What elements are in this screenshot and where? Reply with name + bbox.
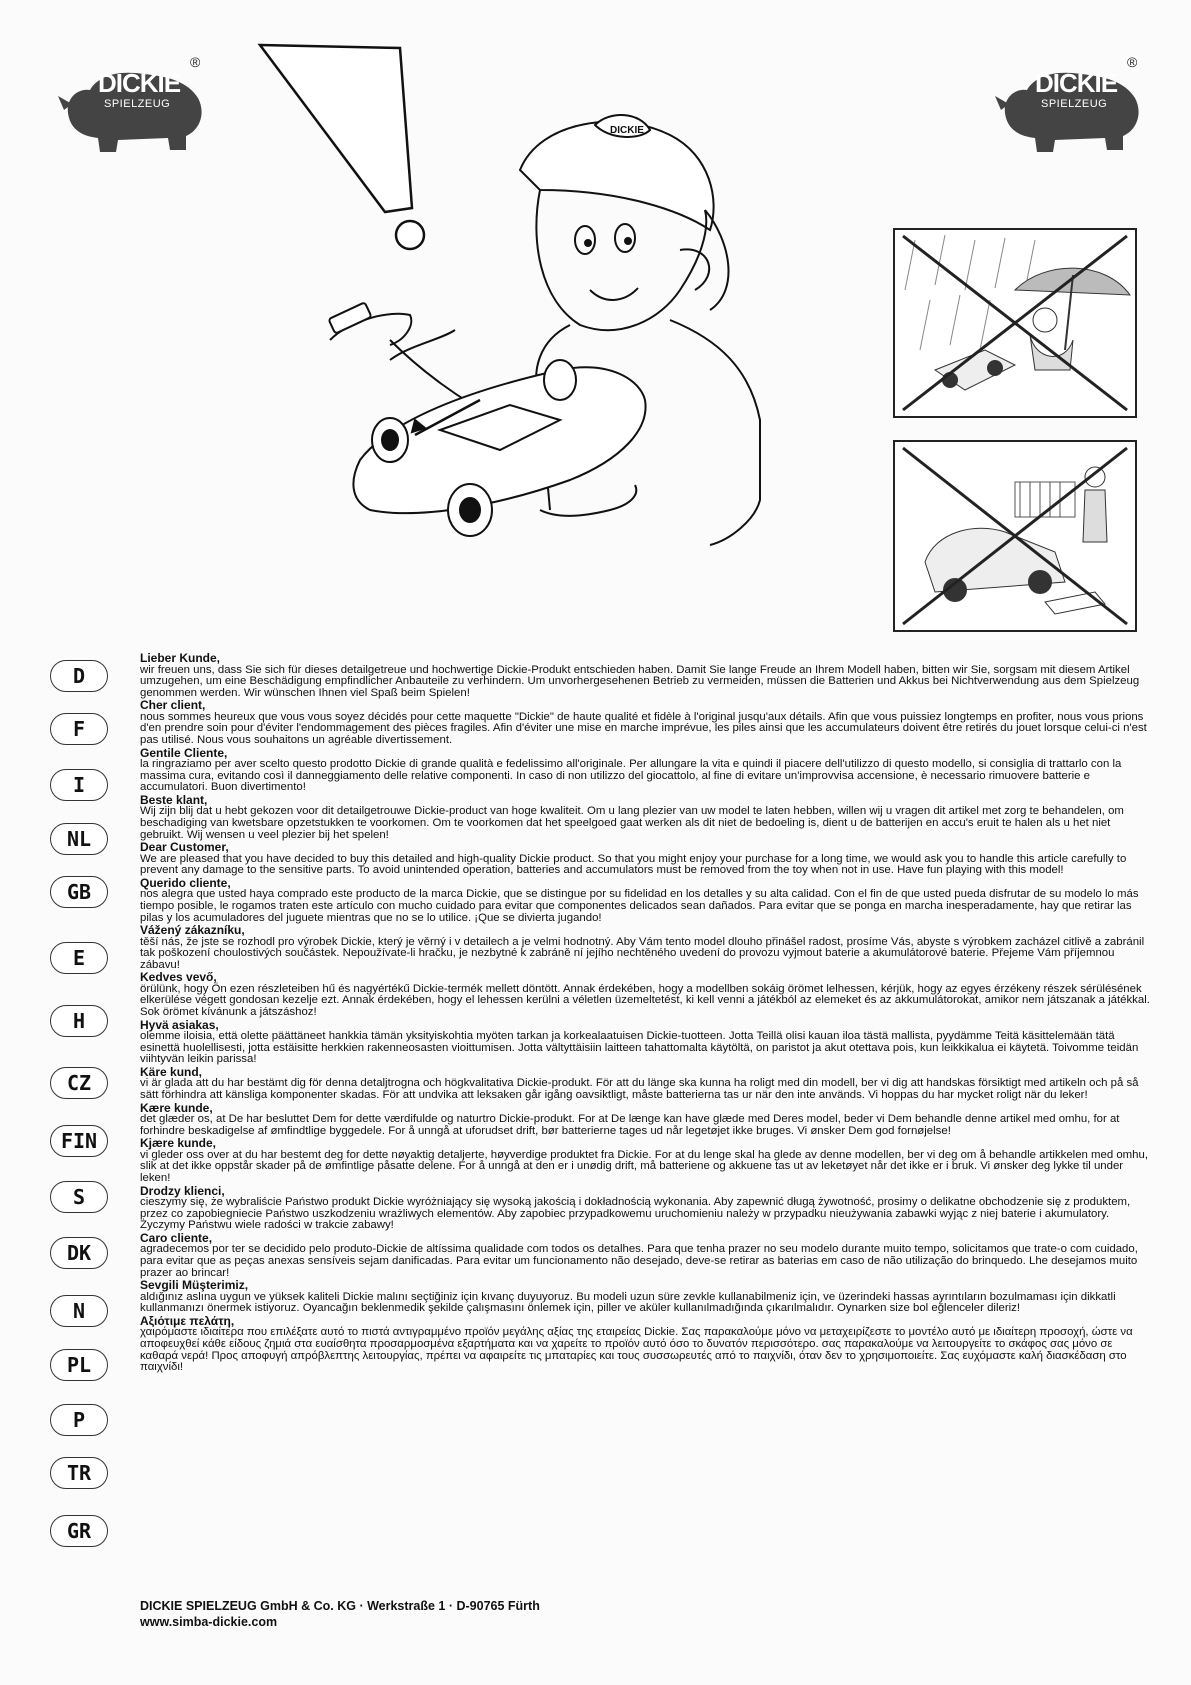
section-cz — [140, 971, 1150, 1018]
lang-badge-fin: FIN — [50, 1125, 108, 1157]
multilingual-text — [140, 652, 1150, 1374]
no-street-panel — [893, 440, 1137, 632]
section-p — [140, 1232, 1150, 1279]
section-title: Caro cliente, — [140, 1230, 213, 1245]
section-body: vi är glada att du har bestämt dig för denna detaljtrogna och högkvalitativa Dickie-produkt. För att du länge ska kunna ha roligt med din modell, ber vi dig att handskas försiktigt med artikeln och på så sätt förhindra att känsliga komponenter skadas. För att undvika att leksaken går igång oavsiktligt, måste batterierna tas ur när den inte används. Vi hoppas du har mycket roligt när du leker! — [140, 1077, 1139, 1102]
lang-badge-h: H — [50, 1005, 108, 1037]
section-body: agradecemos por ter se decidido pelo produto-Dickie de altíssima qualidade com todos os detalhes. Para que tenha prazer no seu modelo durante muito tempo, solicitamos que trate-o com cuidado, para evitar que as peças anexas sensíveis sejam danificadas. Para evitar um funcionamento não desejado, deve-se retirar as baterias em caso de não utilização do brinquedo. Lhe desejamos muito prazer ao brincar! — [140, 1243, 1138, 1279]
section-i — [140, 747, 1150, 794]
section-n — [140, 1137, 1150, 1184]
logo-brand-text: DICKIE — [1035, 68, 1118, 98]
section-title: Querido cliente, — [140, 875, 231, 890]
section-body: nos alegra que usted haya comprado este producto de la marca Dickie, que se distingue por su fidelidad en los detalles y su alta calidad. Con el fin de que usted pueda disfrutar de su modelo lo más tiempo posible, le rogamos traten este artículo con mucho cuidado para evitar que componentes delicados sean dañados. Para evitar que se ponga en marcha inesperadamente, hay que retirar las pilas y los acumuladores del juguete mientras que no se lo utilice. ¡Que se divierta jugando! — [140, 888, 1139, 924]
section-body: wir freuen uns, dass Sie sich für dieses detailgetreue und hochwertige Dickie-Produkt entschieden haben. Damit Sie lange Freude an Ihrem Modell haben, bitten wir Sie, sorgsam mit diesem Artikel umzugehen, um eine Beschädigung empfindlicher Anbauteile zu verhindern. Um unvorhergesehenen Betrieb zu vermeiden, müssen die Batterien und Akkus bei Nichtverwendung aus dem Spielzeug genommen werden. Wir wünschen Ihnen viel Spaß beim Spielen! — [140, 663, 1140, 699]
section-body: χαιρόμαστε ιδιαίτερα που επιλέξατε αυτό το πιστά αντιγραμμένο προϊόν μεγάλης αξίας της εταιρείας Dickie. Σας παρακαλούμε μόνο να μεταχειρίζεστε το μοντέλο αυτό με ιδιαίτερη προσοχή, ώστε να αποφευχθεί κάθε είδους ζημιά στα ευαίσθητα προσαρμοσμένα εξαρτήματα και να χαρείτε το προϊόν αυτό όσο το δυνατόν περισσότερο. σας παρακαλούμε να λειτουργείτε το σκάφος σας μόνο σε καθαρά νερά! Προς αποφυγή απρόβλεπτης λειτουργίας, πρέπει να αφαιρείτε τις μπαταρίες και τους συσσωρευτές από το παιχνίδι, όταν δεν το χρησιμοποιείτε. Σας ευχόμαστε καλή διασκέδαση στο παιχνίδι! — [140, 1326, 1133, 1374]
section-nl — [140, 794, 1150, 841]
registered-mark: ® — [190, 54, 201, 70]
lang-badge-n: N — [50, 1295, 108, 1327]
section-body: We are pleased that you have decided to buy this detailed and high-quality Dickie product. So that you might enjoy your purchase for a long time, we would ask you to handle this article carefully to prevent any damage to the sensitive parts. To avoid unintended operation, batteries and accumulators must be removed from the toy when not in use. Have fun playing with this model! — [140, 852, 1127, 877]
section-body: těší nás, že jste se rozhodl pro výrobek Dickie, který je věrný i v detailech a je velmi hodnotný. Aby Vám tento model dlouho přinášel radost, prosíme Vás, abyste s výrobkem zacházel citlivě a zabránil tak poškození choulostivých součástek. Nepoužívate-li hračku, je nezbytné k zabráně ní jejího nechtěného uvedení do provozu vyjmout baterie a akumulátorové baterie. Přejeme Vám příjemnou zábavu! — [140, 935, 1145, 971]
section-body: aldığınız aslına uygun ve yüksek kaliteli Dickie malını seçtiğiniz için kıvanç duyuyoruz. Bu modeli uzun süre zevkle kullanabilmeniz için, ve üzerindeki hassas ayrıntıların bozulmaması için dikkatli kullanmanızı önermek istiyoruz. Oyancağın beklenmedik şekilde çalışmasını önlemek için, piller ve aküler kullanılmadığında çıkarılmalıdır. Oynarken size bol eğlenceler dileriz! — [140, 1290, 1116, 1315]
company-address: DICKIE SPIELZEUG GmbH & Co. KG · Werkstraße 1 · D-90765 Fürth — [140, 1599, 540, 1613]
section-title: Kjære kunde, — [140, 1136, 217, 1151]
section-f — [140, 699, 1150, 746]
section-title: Kære kunde, — [140, 1100, 213, 1115]
section-title: Lieber Kunde, — [140, 651, 221, 665]
section-title: Gentile Cliente, — [140, 745, 228, 760]
section-tr — [140, 1279, 1150, 1315]
lang-badge-nl: NL — [50, 823, 108, 855]
boy-with-car-illustration — [240, 40, 840, 630]
section-title: Dear Customer, — [140, 840, 229, 855]
section-body: det glæder os, at De har besluttet Dem for dette værdifulde og naturtro Dickie-produkt. For at De længe kan have glæde med Deres model, beder vi Dem behandle denne artikel med omhu, for at forhindre beskadigelse af ømfindtlige byggedele. For å unngå at uforudset drift, bør batterierne tages ud når legetøjet ikke bruges. Vi ønsker Dem god fornøjelse! — [140, 1113, 1120, 1137]
section-title: Sevgili Müşterimiz, — [140, 1278, 249, 1293]
lang-badge-tr: TR — [50, 1457, 108, 1489]
section-title: Cher client, — [140, 698, 206, 713]
lang-badge-p: P — [50, 1404, 108, 1436]
section-title: Beste klant, — [140, 792, 208, 807]
section-title: Drodzy klienci, — [140, 1183, 225, 1198]
lang-badge-gb: GB — [50, 876, 108, 908]
section-title: Vážený zákazníku, — [140, 923, 245, 938]
logo-brand-text: DICKIE — [98, 68, 181, 98]
no-rain-panel — [893, 228, 1137, 418]
section-d — [140, 652, 1150, 699]
section-body: Wij zijn blij dat u hebt gekozen voor dit detailgetrouwe Dickie-product van hoge kwaliteit. Om u lang plezier van uw model te laten hebben, willen wij u vragen dit artikel met zorg te behandelen, om beschadiging van kwetsbare opzetstukken te voorkomen. Om te voorkomen dat het speelgoed gaat werken als dit niet de bedoeling is, dient u de batterijen en accu's eruit te halen als u het niet gebruikt. Wij wensen u veel plezier bij het spelen! — [140, 805, 1124, 841]
section-title: Αξιότιμε πελάτη, — [140, 1313, 235, 1328]
lang-badge-e: E — [50, 942, 108, 974]
section-title: Kedves vevő, — [140, 970, 217, 985]
lang-badge-dk: DK — [50, 1237, 108, 1269]
section-body: olemme iloisia, että olette päättäneet hankkia tämän yksityiskohtia myöten tarkan ja korkealaatuisen Dickie-tuotteen. Jotta Teillä olisi kauan iloa tästä mallista, pyydämme Teitä käsittelemään tätä esinettä huolellisesti, jotta estäisitte herkkien rakenneosasten vioittumisen. Jotta vältyttäisiin laitteen tahattomalta käytöltä, on paristot ja akut otettava pois, kun leikkikalua ei käytetä. Toivomme teidän viihtyvän leikin parissa! — [140, 1030, 1139, 1066]
dickie-logo-right — [995, 54, 1145, 158]
section-body: örülünk, hogy Ön ezen részleteiben hű és nagyértékű Dickie-termék mellett döntött. Annak érdekében, hogy a modellben sokáig örömet lelhessen, kérjük, hogy az egyes érzékeny részek sérülésének elkerülése végett gondosan kezelje ezt. Annak érdekében, hogy el lehessen kerülni a véletlen üzemeltetést, ki kell venni a játékból az elemeket és az akkumulátorokat, amikor nem játszanak a játékkal. Sok örömet kívánunk a játszáshoz! — [140, 982, 1150, 1019]
section-e — [140, 877, 1150, 924]
svg-text:DICKIE: DICKIE — [610, 125, 644, 136]
lang-badge-f: F — [50, 713, 108, 745]
section-body: vi gleder oss over at du har bestemt deg for dette nøyaktig detaljerte, høyverdige produktet fra Dickie. For at du lenge skal ha glede av denne modellen, ber vi deg om å behandle artikkelen med omhu, slik at det ikke oppstår skader på de ømfintlige påsatte delene. For å unngå at den er i unødig drift, må batteriene og akkuene tas ut av leketøyet når det ikke er i bruk. Vi ønsker deg lykke til under leken! — [140, 1148, 1149, 1184]
section-fin — [140, 1019, 1150, 1066]
lang-badge-pl: PL — [50, 1349, 108, 1381]
section-gr — [140, 1315, 1150, 1374]
exclamation-icon — [260, 45, 424, 249]
registered-mark: ® — [1127, 54, 1138, 70]
section-gb — [140, 841, 1150, 877]
section-s — [140, 1066, 1150, 1102]
street-prohibited-icon — [895, 442, 1135, 630]
website-link[interactable]: www.simba-dickie.com — [140, 1615, 278, 1629]
section-body: nous sommes heureux que vous vous soyez décidés pour cette maquette "Dickie" de haute qualité et fidèle à l'original jusqu'aux détails. Afin que vous puissiez longtemps en profiter, nous vous prions d'en prendre soin pour d'éviter l'endommagement des pièces fragiles. Afin d'éviter une mise en marche imprévue, les piles ainsi que les accumulateurs doivent être retirés du jouet lorsque celui-ci n'est pas utilisé. Nous vous souhaitons un agréable divertissement. — [140, 710, 1147, 746]
section-body: cieszymy się, że wybraliście Państwo produkt Dickie wyróżniający się wysoką jakością i dokładnością wykonania. Aby zapewnić długą żywotność, prosimy o delikatne obchodzenie się z produktem, przez co zapobiegniecie Państwo uszkodzeniu wrażliwych elementów. Aby zapobiec przypadkowemu uruchomieniu należy w przypadku nieużywania zabawki wyjąc z niej baterie i akumulatory. Życzymy Państwu wiele radości w trakcie zabawy! — [140, 1196, 1131, 1232]
lang-badge-i: I — [50, 769, 108, 801]
lang-badge-gr: GR — [50, 1515, 108, 1547]
section-pl — [140, 1185, 1150, 1232]
rain-prohibited-icon — [895, 230, 1135, 416]
lang-badge-d: D — [50, 660, 108, 692]
dickie-logo-left — [58, 54, 208, 158]
section-title: Hyvä asiakas, — [140, 1017, 219, 1032]
lang-badge-s: S — [50, 1181, 108, 1213]
section-title: Käre kund, — [140, 1064, 203, 1079]
logo-sub-text: SPIELZEUG — [1041, 98, 1108, 110]
section-body: la ringraziamo per aver scelto questo prodotto Dickie di grande qualità e fedelissimo all'originale. Per allungare la vita e quindi il piacere dell'utilizzo di questo modello, si consiglia di trattarlo con la massima cura, evitando così il danneggiamento delle relative componenti. In caso di non utilizzo del giocattolo, al fine di evitare un'improvvisa accensione, è necessario rimuovere batterie e accumulatori. Buon divertimento! — [140, 758, 1122, 794]
section-dk — [140, 1102, 1150, 1138]
logo-sub-text: SPIELZEUG — [104, 98, 171, 110]
section-h — [140, 924, 1150, 971]
footer — [140, 1598, 840, 1630]
lang-badge-cz: CZ — [50, 1067, 108, 1099]
